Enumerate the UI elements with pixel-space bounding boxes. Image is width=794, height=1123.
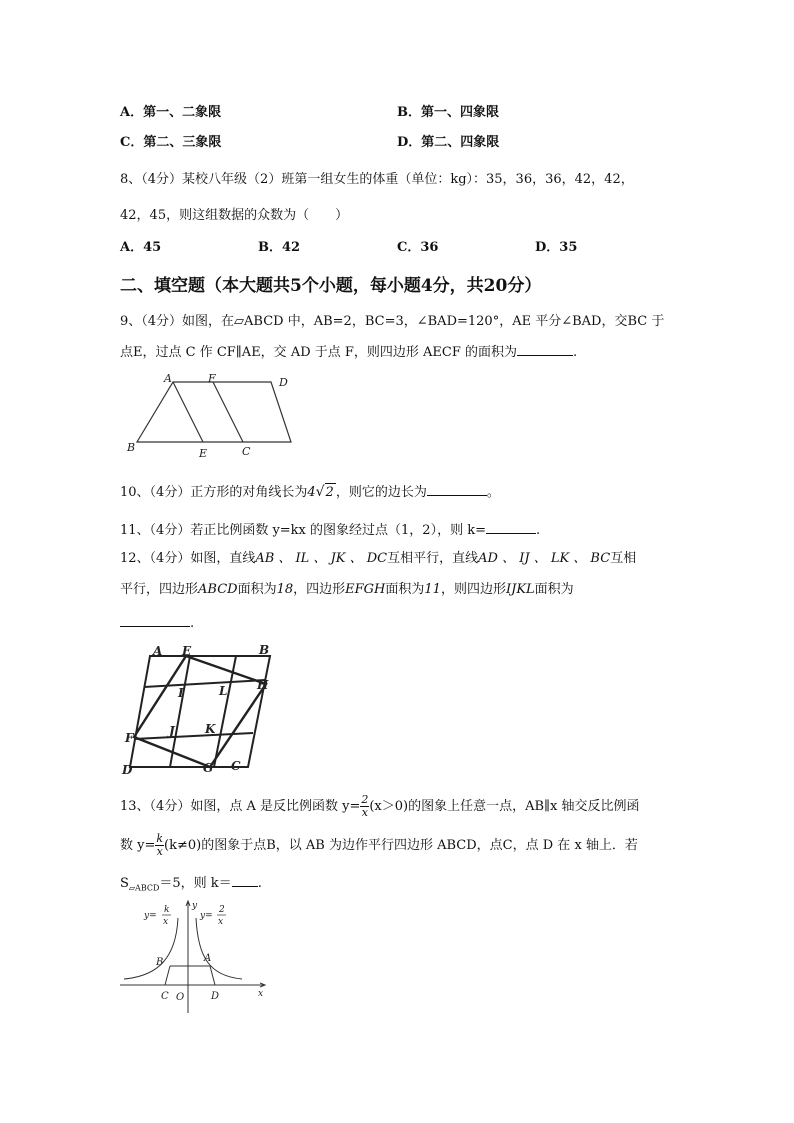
q13-label-y1-lhs: y= — [144, 911, 157, 921]
q12-label-j: J — [169, 724, 175, 738]
q7-option-a: A．第一、二象限 — [120, 105, 222, 120]
q13-frac2-den: x — [156, 845, 163, 858]
q13-frac1-den: x — [361, 806, 368, 819]
q13-label-y1-num: k — [164, 905, 170, 915]
q9-answer-blank — [517, 342, 573, 356]
q13-line3-end: . — [257, 876, 262, 891]
q12-label-k: K — [205, 722, 216, 736]
q13-label-b: B — [156, 957, 164, 968]
q12-line-ij — [170, 656, 190, 767]
curve-y-k-over-x — [124, 918, 178, 979]
q10-answer-blank — [427, 482, 487, 496]
q9-label-d: D — [279, 376, 288, 389]
q13-label-x-axis: x — [258, 989, 264, 999]
q12-line2-prefix: 平行，四边形 — [120, 582, 199, 597]
q9-line1: 9、（4分）如图，在▱ABCD 中，AB=2，BC=3，∠BAD=120°，AE 平分∠BAD，交BC 于 — [120, 314, 665, 329]
q12-line1-mid: 互相平行，直线 — [387, 551, 479, 566]
q10-end: 。 — [486, 485, 500, 500]
q13-line1-cond: (x＞0)的图象上任意一点，AB∥x 轴交反比例函 — [369, 799, 640, 814]
q13-line1 — [120, 793, 640, 821]
q9-line2 — [120, 342, 577, 362]
q12-line2-mid4: ，则四边形 — [440, 582, 506, 597]
q13-fraction1 — [360, 794, 369, 819]
q12-line2 — [120, 581, 574, 599]
q9-label-e: E — [199, 447, 208, 460]
q12-line1-end: 互相 — [610, 551, 637, 566]
q12-line-il — [144, 680, 265, 687]
q13-line2 — [120, 832, 638, 860]
q9-label-c: C — [242, 445, 251, 458]
q13-label-y2-den: x — [218, 917, 224, 927]
q12-label-a: A — [153, 644, 163, 658]
q8-line1: 8、（4分）某校八年级（2）班第一组女生的体重（单位：kg）：35，36，36，42，42， — [120, 172, 634, 187]
q12-ijkl: IJKL — [505, 582, 535, 597]
curve-y-2-over-x — [196, 918, 242, 979]
q12-label-d: D — [122, 763, 133, 777]
q12-line2-end: 面积为 — [534, 582, 574, 597]
q13-area-subscript: ▱ABCD — [128, 883, 160, 893]
q8-option-c: C．36 — [397, 240, 439, 255]
q8-option-a: A．45 — [120, 240, 162, 255]
q13-label-y2-lhs: y= — [200, 911, 213, 921]
q13-label-o: O — [176, 992, 185, 1003]
q12-label-g: G — [203, 761, 214, 775]
q12-line1-prefix: 12、（4分）如图，直线 — [120, 551, 256, 566]
q12-label-b: B — [259, 643, 270, 657]
q12-area2: 11 — [424, 582, 441, 597]
q12-efgh: EFGH — [345, 582, 386, 597]
q12-lines-group1: AB 、 IL 、 JK 、 DC — [255, 551, 388, 566]
q12-label-c: C — [231, 759, 241, 773]
q13-segment-bad — [170, 966, 215, 985]
q12-line2-mid3: 面积为 — [385, 582, 425, 597]
q12-answer-blank — [120, 613, 190, 627]
q13-frac2-num: k — [156, 832, 164, 845]
q12-label-e: E — [182, 644, 192, 658]
q13-fraction2 — [155, 833, 164, 858]
q8-option-b: B．42 — [258, 240, 301, 255]
q7-option-c: C．第二、三象限 — [120, 135, 222, 150]
sqrt-icon: √ — [315, 484, 325, 500]
q13-label-d: D — [211, 991, 220, 1002]
q13-area-symbol: S — [120, 876, 129, 891]
q9-shape-abcd — [137, 382, 291, 442]
q7-option-d: D．第二、四象限 — [397, 135, 500, 150]
q12-line1 — [120, 550, 636, 568]
q8-option-d: D．35 — [535, 240, 578, 255]
q13-line2-rest: (k≠0)的图象于点B，以 AB 为边作平行四边形 ABCD，点C，点 D 在 x 轴上．若 — [164, 838, 638, 853]
q9-label-b: B — [127, 441, 136, 454]
q12-lines-group2: AD 、 IJ 、 LK 、 BC — [478, 551, 611, 566]
q10-suffix: ，则它的边长为 — [335, 485, 427, 500]
q13-segment-bc — [165, 966, 170, 985]
q7-option-b: B．第一、四象限 — [397, 105, 499, 120]
q10-radicand: 2 — [325, 485, 334, 500]
q12-area1: 18 — [276, 582, 294, 597]
q12-label-i: I — [178, 686, 184, 700]
q11-end: . — [535, 523, 541, 538]
q12-parallelogram-figure — [118, 640, 280, 778]
q12-line3 — [120, 613, 194, 633]
q12-label-f: F — [125, 731, 134, 745]
q13-function-graph — [118, 898, 270, 1016]
q13-label-y1-den: x — [163, 917, 169, 927]
q10-coef: 4 — [307, 485, 316, 500]
q13-label-a: A — [204, 953, 212, 964]
q13-label-y-axis: y — [192, 901, 198, 911]
q12-line2-mid2: ，四边形 — [293, 582, 346, 597]
q12-line3-end: . — [190, 616, 195, 631]
q8-line2: 42，45，则这组数据的众数为（ ） — [120, 208, 349, 223]
q12-line-jk — [134, 733, 253, 739]
q9-segment-ae — [173, 382, 203, 442]
q13-line1-prefix: 13、（4分）如图，点 A 是反比例函数 y= — [120, 799, 361, 814]
q13-label-c: C — [161, 991, 169, 1002]
q11-line — [120, 520, 540, 540]
q9-label-a: A — [164, 372, 172, 385]
q13-answer-blank — [232, 873, 258, 887]
q13-label-y2-num: 2 — [219, 905, 225, 915]
q13-line3 — [120, 873, 262, 898]
section-title-fill-in: 二、填空题（本大题共5个小题，每小题4分，共20分） — [120, 276, 542, 296]
q12-abcd: ABCD — [198, 582, 238, 597]
q11-text: 11、（4分）若正比例函数 y=kx 的图象经过点（1，2），则 k= — [120, 523, 486, 538]
q9-parallelogram-figure — [120, 370, 300, 462]
q13-frac1-num: 2 — [361, 793, 369, 806]
q10-text: 10、（4分）正方形的对角线长为 — [120, 485, 308, 500]
q9-line2-text: 点E，过点 C 作 CF∥AE，交 AD 于点 F，则四边形 AECF 的面积为 — [120, 345, 518, 360]
q12-line2-mid1: 面积为 — [237, 582, 277, 597]
q9-segment-fc — [213, 382, 243, 442]
q9-line2-end: . — [573, 345, 578, 360]
q12-label-l: L — [219, 684, 228, 698]
q12-shape-efgh — [134, 656, 266, 767]
q11-answer-blank — [486, 520, 536, 534]
q9-label-f: F — [208, 372, 216, 385]
q13-line3-rest: ＝5，则 k＝ — [159, 876, 232, 891]
q12-label-h: H — [257, 678, 269, 692]
q10-line — [120, 482, 500, 502]
q13-line2-prefix: 数 y= — [120, 838, 156, 853]
